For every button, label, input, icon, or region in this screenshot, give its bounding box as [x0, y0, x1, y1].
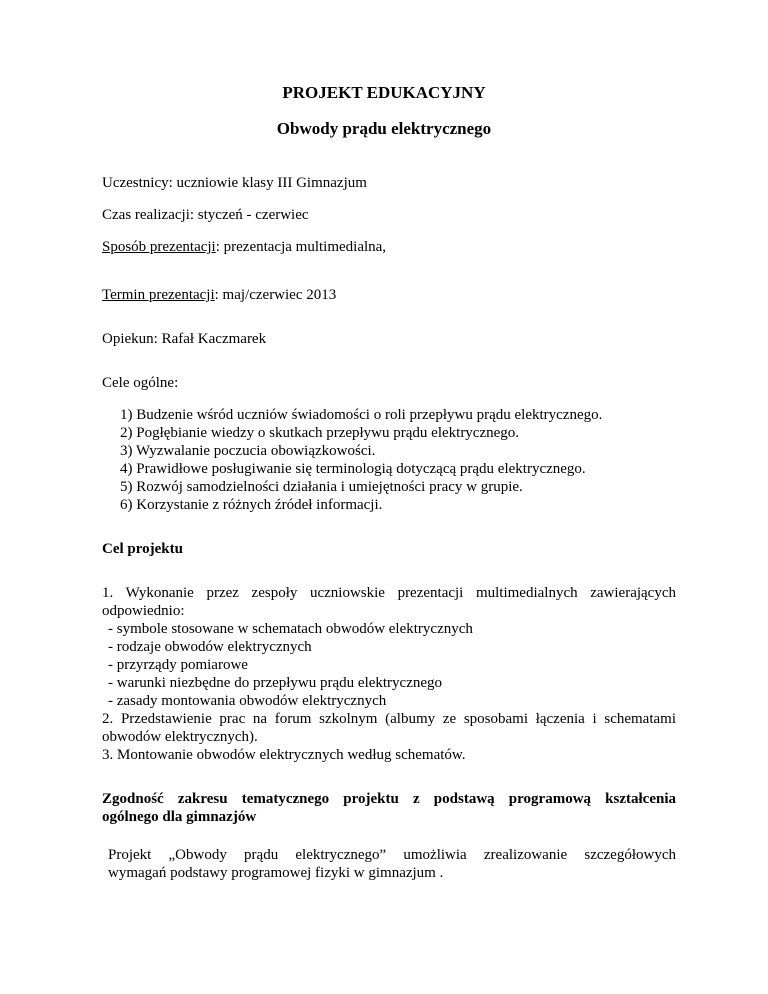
presentation-label: Sposób prezentacji [102, 239, 216, 255]
supervisor-line: Opiekun: Rafał Kaczmarek [102, 331, 267, 347]
goal-item: 4) Prawidłowe posługiwanie się terminologią dotyczącą prądu elektrycznego. [120, 461, 586, 477]
project-goal-p2-line2: obwodów elektrycznych). [102, 729, 258, 745]
page-subtitle: Obwody prądu elektrycznego [276, 119, 492, 138]
goal-item: 1) Budzenie wśród uczniów świadomości o roli przepływu prądu elektrycznego. [120, 407, 603, 423]
compliance-heading-line2: ogólnego dla gimnazjów [102, 809, 257, 825]
goal-item: 2) Pogłębianie wiedzy o skutkach przepływu prądu elektrycznego. [120, 425, 520, 441]
presentation-line [102, 238, 386, 256]
term-label: Termin prezentacji [102, 287, 215, 303]
project-goal-p3: 3. Montowanie obwodów elektrycznych według schematów. [102, 747, 466, 763]
presentation-value: : prezentacja multimedialna, [215, 239, 387, 255]
project-goal-bullet: - warunki niezbędne do przepływu prądu elektrycznego [108, 675, 443, 691]
goal-item: 3) Wyzwalanie poczucia obowiązkowości. [120, 443, 376, 459]
project-goal-bullet: - zasady montowania obwodów elektrycznych [108, 693, 387, 709]
project-goal-p1-line1: 1. Wykonanie przez zespoły uczniowskie prezentacji multimedialnych zawierających [102, 585, 676, 601]
project-goal-heading: Cel projektu [102, 541, 183, 557]
project-goal-p2-line1: 2. Przedstawienie prac na forum szkolnym (albumy ze sposobami łączenia i schematami [102, 711, 676, 727]
project-goal-bullet: - symbole stosowane w schematach obwodów elektrycznych [108, 621, 473, 637]
goal-item: 6) Korzystanie z różnych źródeł informacji. [120, 497, 383, 513]
participants-line: Uczestnicy: uczniowie klasy III Gimnazjum [102, 175, 367, 191]
project-goal-bullet: - przyrządy pomiarowe [108, 657, 248, 673]
compliance-text-line2: wymagań podstawy programowej fizyki w gimnazjum . [108, 865, 444, 881]
goals-heading: Cele ogólne: [102, 375, 179, 391]
term-line [102, 286, 336, 304]
duration-line: Czas realizacji: styczeń - czerwiec [102, 207, 309, 223]
compliance-heading-line1: Zgodność zakresu tematycznego projektu z podstawą programową kształcenia [102, 791, 676, 807]
project-goal-p1-line2: odpowiednio: [102, 603, 185, 619]
project-goal-bullet: - rodzaje obwodów elektrycznych [108, 639, 312, 655]
page-title: PROJEKT EDUKACYJNY [282, 83, 486, 102]
term-value: : maj/czerwiec 2013 [214, 287, 337, 303]
compliance-text-line1: Projekt „Obwody prądu elektrycznego” umożliwia zrealizowanie szczegółowych [108, 847, 676, 863]
goal-item: 5) Rozwój samodzielności działania i umiejętności pracy w grupie. [120, 479, 523, 495]
